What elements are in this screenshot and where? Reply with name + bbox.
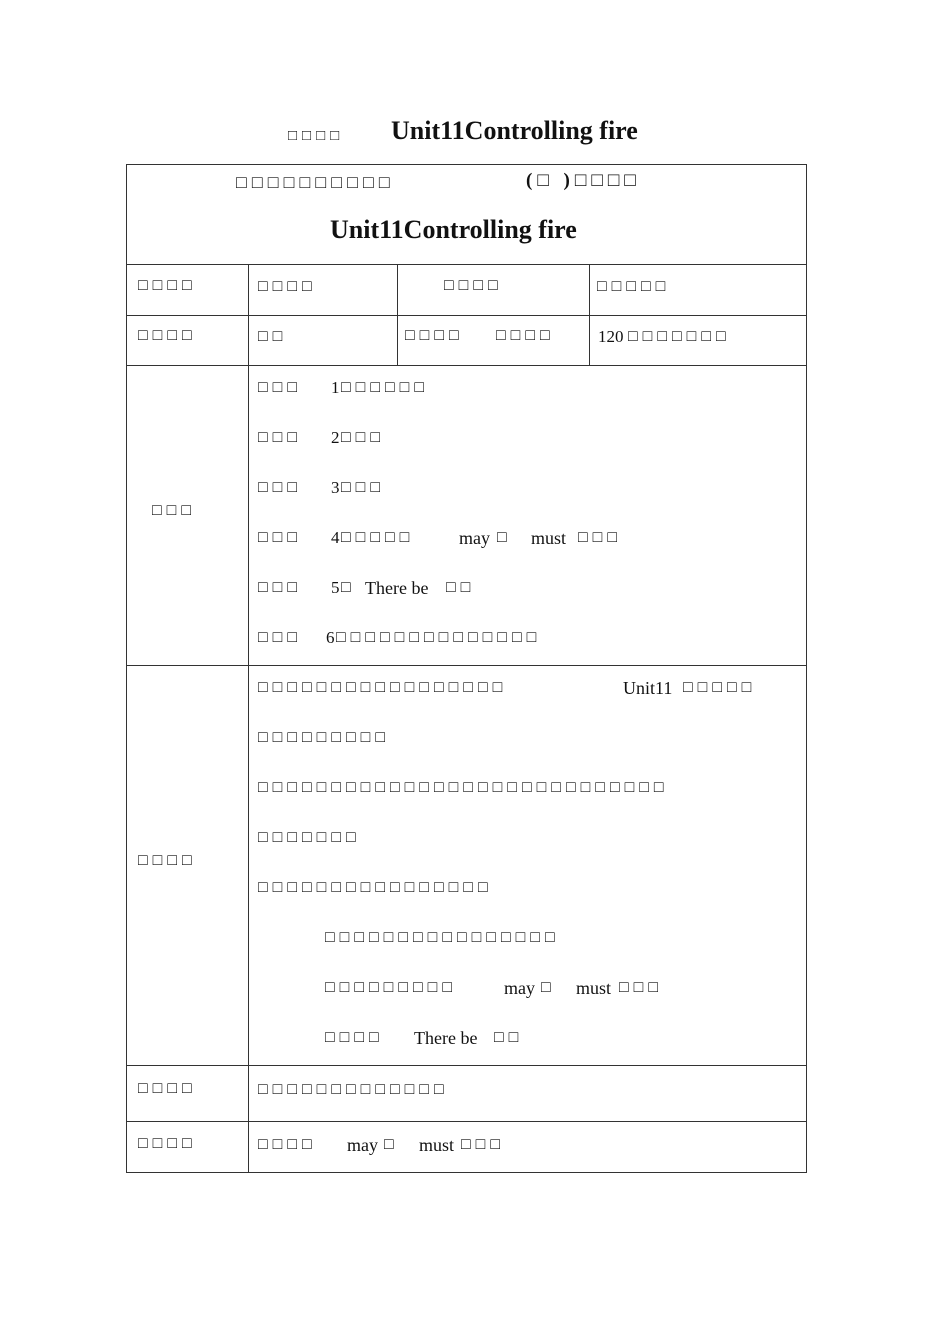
header-line1-left: □□□□□□□□□□ xyxy=(236,172,395,192)
row1-col1: □□□□ xyxy=(138,277,197,294)
content-line: □□□□ xyxy=(325,1029,384,1046)
objective-prefix: □□□ xyxy=(258,579,302,596)
row6-term: must xyxy=(419,1135,455,1155)
row6-label: □□□□ xyxy=(138,1135,197,1152)
objective-tail: □□□ xyxy=(578,529,622,546)
objective-prefix: □□□ xyxy=(258,629,302,646)
objective-number: 1 xyxy=(331,378,340,397)
column-divider xyxy=(589,264,590,365)
header-line1-right: (□ )□□□□ xyxy=(526,170,641,191)
objective-prefix: □□□ xyxy=(258,529,302,546)
content-tail: □□□ xyxy=(619,979,663,996)
row-divider xyxy=(126,264,807,265)
content-term: Unit11 xyxy=(623,678,673,698)
objective-text: □□□ xyxy=(341,479,385,496)
row1-col2: □□□□ xyxy=(258,278,317,295)
row6-term: may xyxy=(347,1135,378,1155)
content-line: □□□□□□□□□□□□□□□□ xyxy=(258,879,493,896)
content-line: □□□□□□□□□ xyxy=(258,729,390,746)
row6-text: □□□□ xyxy=(258,1136,317,1153)
page-title: Unit11Controlling fire xyxy=(391,116,638,145)
page-title-row xyxy=(0,112,950,152)
row5-text: □□□□□□□□□□□□□ xyxy=(258,1081,449,1098)
row2-col4-text: □□□□□□□ xyxy=(628,328,731,345)
content-tail: □□ xyxy=(494,1029,524,1046)
row4-label: □□□□ xyxy=(138,852,197,869)
objective-text: □□□□□□ xyxy=(341,379,429,396)
content-separator: □ xyxy=(541,979,556,996)
row2-col2: □□ xyxy=(258,328,288,345)
objective-prefix: □□□ xyxy=(258,479,302,496)
row-divider xyxy=(126,1121,807,1122)
content-term: There be xyxy=(414,1028,478,1048)
objective-number: 5 xyxy=(331,578,340,597)
objective-prefix: □□□ xyxy=(258,379,302,396)
row2-col3a: □□□□ xyxy=(405,327,464,344)
row1-col3: □□□□ xyxy=(444,277,503,294)
objective-prefix: □□□ xyxy=(258,429,302,446)
row2-col4-number: 120 xyxy=(598,327,624,346)
row-divider xyxy=(126,1065,807,1066)
objective-number: 6 xyxy=(326,628,335,647)
row2-col1: □□□□ xyxy=(138,327,197,344)
content-term: may xyxy=(504,978,535,998)
column-divider xyxy=(248,264,249,1173)
row3-label: □□□ xyxy=(152,502,196,519)
content-line: □□□□□□□ xyxy=(258,829,361,846)
row1-col4: □□□□□ xyxy=(597,278,671,295)
content-term: must xyxy=(576,978,612,998)
content-tail: □□□□□ xyxy=(683,679,757,696)
objective-number: 4 xyxy=(331,528,340,547)
row-divider xyxy=(126,315,807,316)
row-divider xyxy=(126,365,807,366)
row6-separator: □ xyxy=(384,1136,399,1153)
row2-col3b: □□□□ xyxy=(496,327,555,344)
content-line: □□□□□□□□□□□□□□□□ xyxy=(325,929,560,946)
objective-term: There be xyxy=(365,578,429,598)
content-line: □□□□□□□□□□□□□□□□□ xyxy=(258,679,508,696)
row5-label: □□□□ xyxy=(138,1080,197,1097)
objective-term: must xyxy=(531,528,567,548)
content-line: □□□□□□□□□ xyxy=(325,979,457,996)
row-divider xyxy=(126,665,807,666)
header-title: Unit11Controlling fire xyxy=(330,215,577,244)
objective-text: □□□□□ xyxy=(341,529,415,546)
objective-text: □ xyxy=(341,579,356,596)
objective-term: may xyxy=(459,528,490,548)
objective-text: □□□□□□□□□□□□□□ xyxy=(336,629,542,646)
row6-tail: □□□ xyxy=(461,1136,505,1153)
objective-text: □□□ xyxy=(341,429,385,446)
title-prefix: □□□□ xyxy=(288,128,345,144)
content-line: □□□□□□□□□□□□□□□□□□□□□□□□□□□□ xyxy=(258,779,669,796)
objective-number: 3 xyxy=(331,478,340,497)
objective-tail: □□ xyxy=(446,579,476,596)
column-divider xyxy=(397,264,398,365)
objective-separator: □ xyxy=(497,529,512,546)
objective-number: 2 xyxy=(331,428,340,447)
